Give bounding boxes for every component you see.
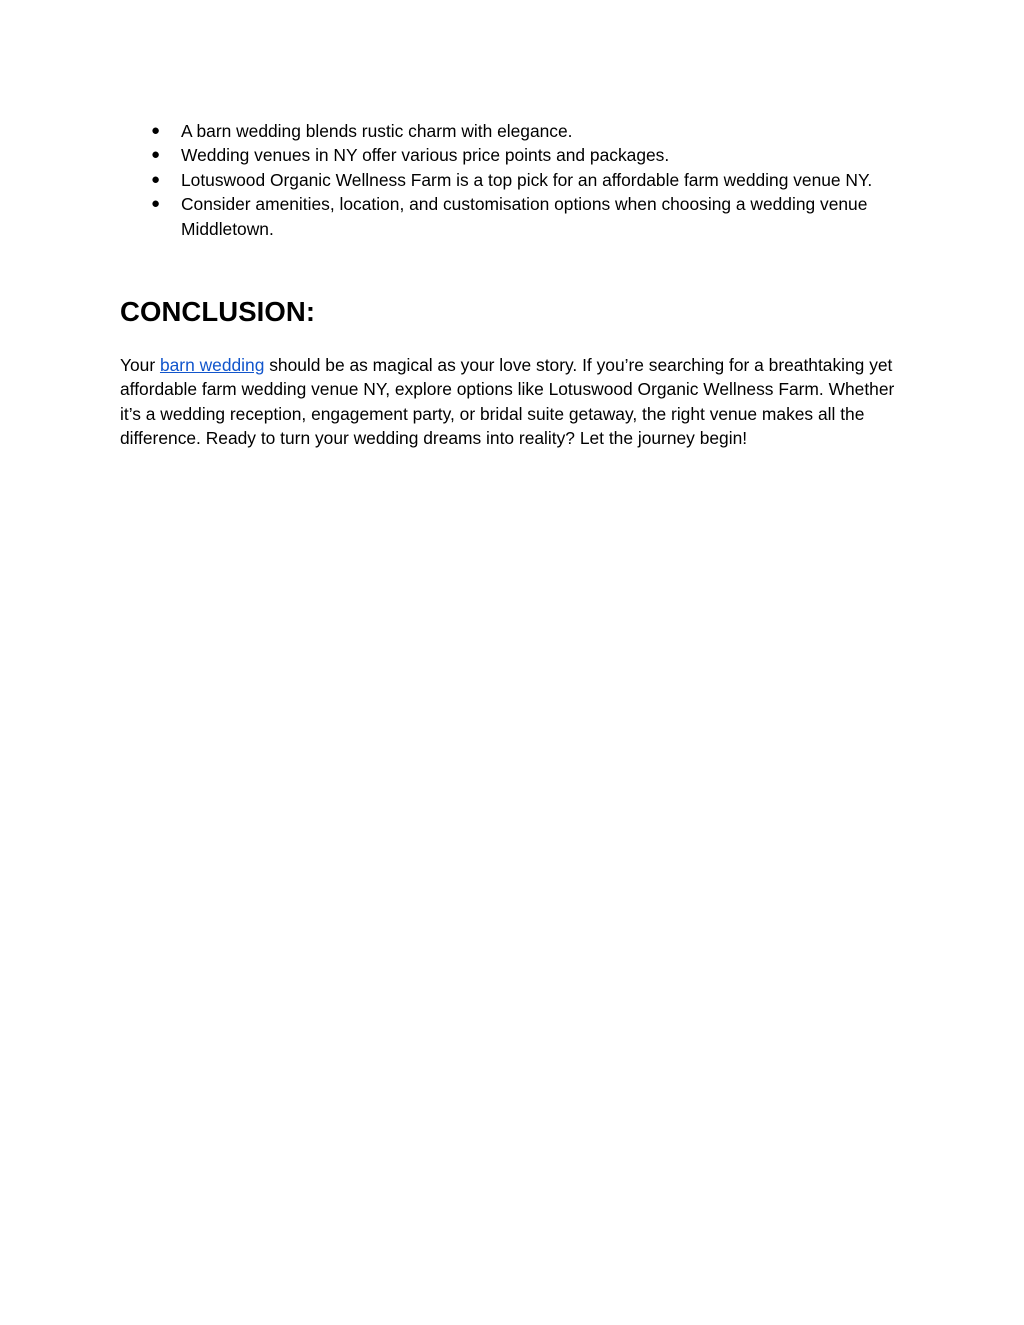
list-item [120,168,910,192]
list-item-text: A barn wedding blends rustic charm with elegance. [181,121,573,141]
list-item [120,143,910,167]
list-item-text: Consider amenities, location, and customisation options when choosing a wedding venue Middletown. [181,194,868,239]
paragraph-text-rest: should be as magical as your love story. If you’re searching for a breathtaking yet affordable farm wedding venue NY, explore options like Lotuswood Organic Wellness Farm. Whether it’s a wedding reception, engagement party, or bridal suite getaway, the right venue makes all the difference. Ready to turn your wedding dreams into reality? Let the journey begin! [120,355,895,449]
list-item-text: Lotuswood Organic Wellness Farm is a top pick for an affordable farm wedding venue NY. [181,169,873,190]
conclusion-paragraph [120,353,910,451]
list-item-text: Wedding venues in NY offer various price points and packages. [181,145,670,166]
bullet-icon: ● [151,195,161,213]
conclusion-heading: CONCLUSION: [120,296,316,327]
list-item [120,192,910,241]
bullet-icon: ● [151,146,161,164]
paragraph-text-start: Your [120,355,160,375]
bullet-icon: ● [151,170,161,188]
bullet-icon: ● [151,122,161,139]
barn-wedding-link[interactable]: barn wedding [159,355,265,375]
summary-bullet-list [120,119,910,241]
list-item [120,119,910,143]
